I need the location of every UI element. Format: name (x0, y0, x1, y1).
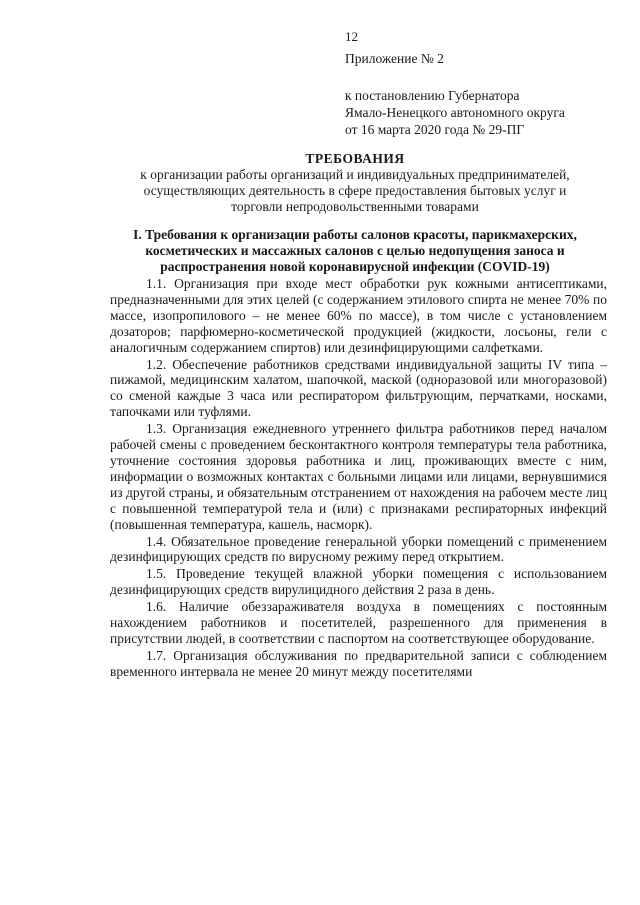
document-subtitle-line-2: осуществляющих деятельность в сфере предоставления бытовых услуг и (143, 183, 567, 198)
document-subtitle-line-1: к организации работы организаций и индивидуальных предпринимателей, (140, 167, 570, 182)
annex-line-1: к постановлению Губернатора (345, 88, 520, 103)
section-heading (110, 227, 600, 275)
appendix-label: Приложение № 2 (345, 51, 444, 66)
section-heading-line-3: распространения новой коронавирусной инфекции (COVID-19) (160, 259, 550, 274)
paragraph-1-3: 1.3. Организация ежедневного утреннего фильтра работников перед началом рабочей смены с проведением бесконтактного контроля температуры тела работника, уточнение состояния здоровья работника и лиц, проживающих вместе с ним, информации о возможных контактах с больными лицами или лицами, вернувшимися из другой страны, и обязательным отстранением от нахождения на рабочем месте лиц с повышенной температурой тела и (или) с признаками респираторных инфекций (повышенная температура, кашель, насморк). (110, 421, 607, 532)
document-title: ТРЕБОВАНИЯ (305, 151, 405, 166)
paragraph-1-2: 1.2. Обеспечение работников средствами индивидуальной защиты IV типа – пижамой, медицинским халатом, шапочкой, маской (одноразовой или многоразовой) со сменой каждые 3 часа или респиратором фильтрующим, перчатками, носками, тапочками или туфлями. (110, 356, 607, 420)
section-heading-line-2: косметических и массажных салонов с целью недопущения заноса и (145, 243, 565, 258)
annex-header (345, 50, 565, 138)
page-number: 12 (345, 29, 358, 44)
annex-line-2: Ямало-Ненецкого автономного округа (345, 105, 565, 120)
paragraph-1-1: 1.1. Организация при входе мест обработки рук кожными антисептиками, предназначенными для этих целей (с содержанием этилового спирта не менее 70% по массе, изопропилового – не менее 60% по массе), в том числе с установлением дозаторов; парфюмерно-косметической продукцией (жидкости, лосьоны, гели с аналогичным содержанием спиртов) или дезинфицирующими салфетками. (110, 276, 607, 355)
document-subtitle-line-3: торговли непродовольственными товарами (231, 199, 479, 214)
section-heading-line-1: I. Требования к организации работы салонов красоты, парикмахерских, (133, 227, 577, 242)
document-title-block (110, 151, 600, 215)
annex-line-3: от 16 марта 2020 года № 29-ПГ (345, 122, 525, 137)
paragraph-1-7: 1.7. Организация обслуживания по предварительной записи с соблюдением временного интервала не менее 20 минут между посетителями (110, 647, 607, 679)
paragraph-1-6: 1.6. Наличие обеззараживателя воздуха в помещениях с постоянным нахождением работников и посетителей, разрешенного для применения в присутствии людей, в соответствии с паспортом на соответствующее оборудование. (110, 599, 607, 646)
requirements-body (110, 276, 607, 681)
paragraph-1-5: 1.5. Проведение текущей влажной уборки помещения с использованием дезинфицирующих средств вирулицидного действия 2 раза в день. (110, 566, 607, 598)
paragraph-1-4: 1.4. Обязательное проведение генеральной уборки помещений с применением дезинфицирующих средств по вирусному режиму перед открытием. (110, 533, 607, 565)
